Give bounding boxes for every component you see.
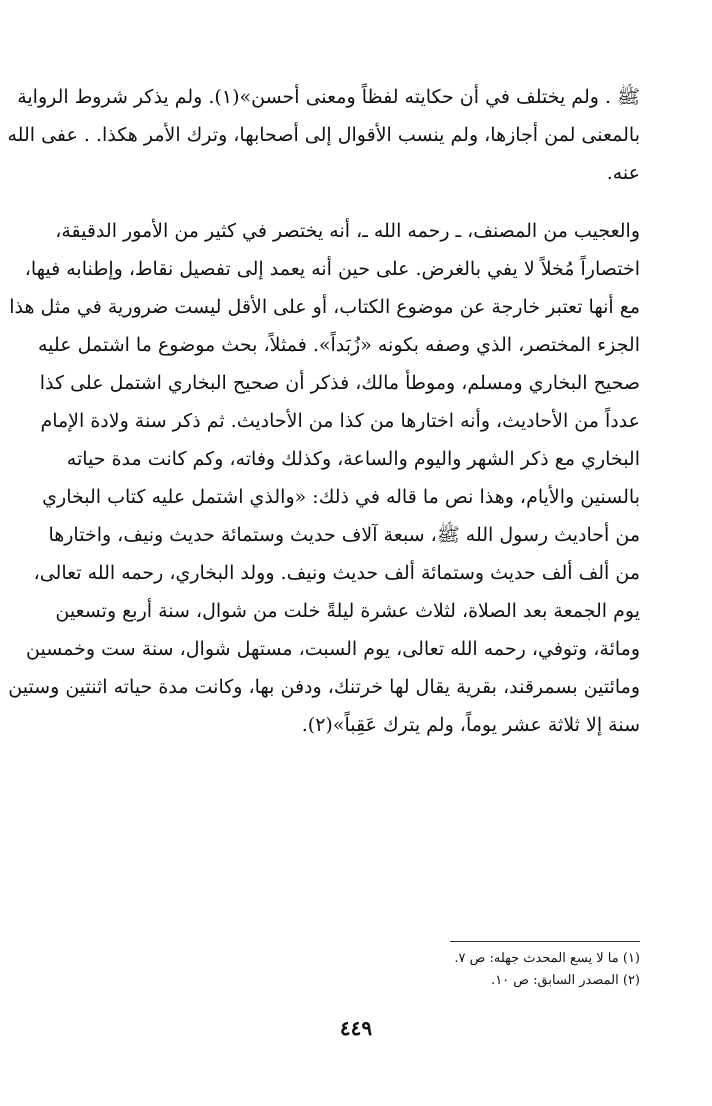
body-line-1: ﷺ . ولم يختلف في أن حكايته لفظاً ومعنى أحسن»(١). ولم يذكر شروط الرواية	[17, 86, 640, 108]
page-number: ٤٤٩	[339, 1016, 373, 1040]
body-line-12: من أحاديث رسول الله ﷺ، سبعة آلاف حديث وستمائة حديث ونيف، واختارها	[48, 524, 640, 546]
body-line-6: مع أنها تعتبر خارجة عن موضوع الكتاب، أو على الأقل ليست ضرورية في مثل هذا	[9, 296, 640, 318]
footnote-separator	[450, 941, 640, 942]
body-line-8: صحيح البخاري ومسلم، وموطأ مالك، فذكر أن صحيح البخاري اشتمل على كذا	[39, 372, 640, 394]
body-line-11: بالسنين والأيام، وهذا نص ما قاله في ذلك: «والذي اشتمل عليه كتاب البخاري	[42, 486, 640, 508]
body-line-4: والعجيب من المصنف، ـ رحمه الله ـ، أنه يختصر في كثير من الأمور الدقيقة،	[55, 220, 640, 242]
body-line-9: عدداً من الأحاديث، وأنه اختارها من كذا من الأحاديث. ثم ذكر سنة ولادة الإمام	[40, 410, 640, 432]
body-line-13: من ألف ألف حديث وستمائة ألف حديث ونيف. وولد البخاري، رحمه الله تعالى،	[33, 562, 640, 584]
body-line-3: عنه.	[606, 162, 640, 184]
body-line-7: الجزء المختصر، الذي وصفه بكونه «زُبَداً». فمثلاً، بحث موضوع ما اشتمل عليه	[38, 334, 640, 356]
body-line-15: ومائة، وتوفي، رحمه الله تعالى، يوم السبت، مستهل شوال، سنة ست وخمسين	[26, 638, 640, 660]
body-line-16: ومائتين بسمرقند، بقرية يقال لها خرتنك، ودفن بها، وكانت مدة حياته اثنتين وستين	[8, 676, 640, 698]
footnote-2: (٢) المصدر السابق: ص ١٠.	[491, 973, 640, 988]
footnote-1: (١) ما لا يسع المحدث جهله: ص ٧.	[454, 951, 640, 966]
body-line-5: اختصاراً مُخلاً لا يفي بالغرض. على حين أنه يعمد إلى تفصيل نقاط، وإطنابه فيها،	[24, 258, 640, 280]
body-line-2: بالمعنى لمن أجازها، ولم ينسب الأقوال إلى أصحابها، وترك الأمر هكذا. . عفى الله	[7, 124, 640, 146]
body-line-17: سنة إلا ثلاثة عشر يوماً، ولم يترك عَقِباً»(٢).	[301, 714, 640, 736]
body-line-14: يوم الجمعة بعد الصلاة، لثلاث عشرة ليلةً خلت من شوال، سنة أربع وتسعين	[55, 600, 640, 622]
body-line-10: البخاري مع ذكر الشهر واليوم والساعة، وكذلك وفاته، وكم كانت مدة حياته	[66, 448, 640, 470]
